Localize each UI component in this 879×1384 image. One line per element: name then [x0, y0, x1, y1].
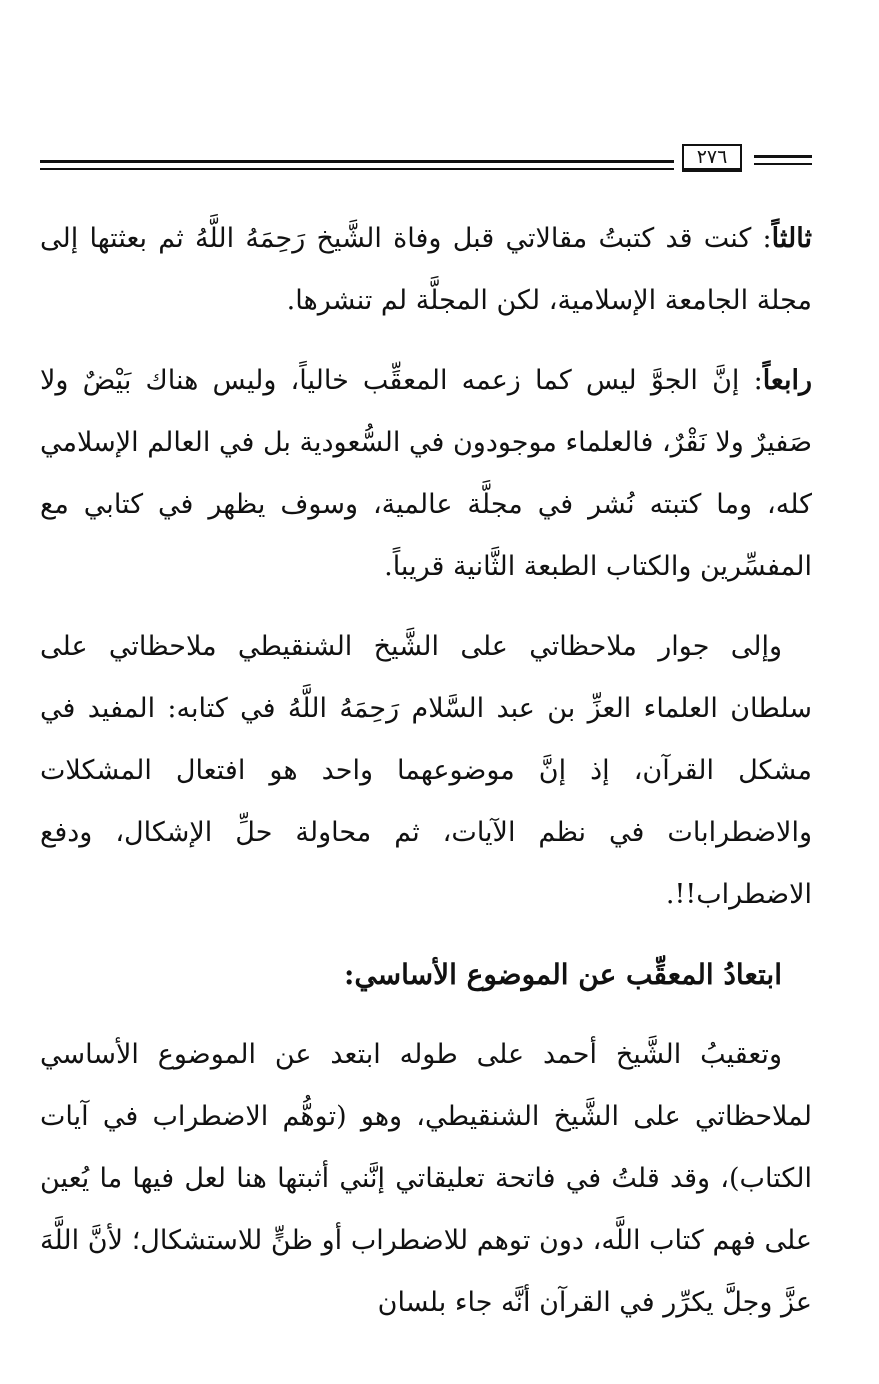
paragraph-lead: ثالثاً: [771, 223, 812, 254]
paragraph-fourth-point: [40, 350, 812, 598]
paragraph-izz-notes: وإلى جوار ملاحظاتي على الشَّيخ الشنقيطي ملاحظاتي على سلطان العلماء العزِّ بن عبد السَّلام رَحِمَهُ اللَّهُ في كتابه: المفيد في مشكل القرآن، إذ إنَّ موضوعهما واحد هو افتعال المشكلات والاضطرابات في نظم الآيات، ثم محاولة حلِّ الإشكال، ودفع الاضطراب!!.: [40, 631, 812, 910]
header-rule-short-top: [754, 155, 812, 158]
header-rule-short-bottom: [754, 163, 812, 165]
page-header: [40, 142, 812, 182]
paragraph-text: : كنت قد كتبتُ مقالاتي قبل وفاة الشَّيخ رَحِمَهُ اللَّهُ ثم بعثتها إلى مجلة الجامعة الإسلامية، لكن المجلَّة لم تنشرها.: [40, 223, 812, 316]
section-heading: ابتعادُ المعقِّب عن الموضوع الأساسي:: [344, 958, 782, 991]
header-rule-long-bottom: [40, 168, 674, 170]
paragraph-text: : إنَّ الجوَّ ليس كما زعمه المعقِّب خالياً، وليس هناك بَيْضٌ ولا صَفيرٌ ولا نَقْرٌ، فالعلماء موجودون في السُّعودية بل في العالم الإسلامي كله، وما كتبته نُشر في مجلَّة عالمية، وسوف يظهر في كتابي مع المفسِّرين والكتاب الطبعة الثَّانية قريباً.: [40, 365, 812, 582]
header-rule-long-top: [40, 160, 674, 163]
paragraph-final: وتعقيبُ الشَّيخ أحمد على طوله ابتعد عن الموضوع الأساسي لملاحظاتي على الشَّيخ الشنقيطي، وهو (توهُّم الاضطراب في آيات الكتاب)، وقد قلتُ في فاتحة تعليقاتي إنَّني أثبتها هنا لعل فيها ما يُعين على فهم كتاب اللَّه، دون توهم للاضطراب أو ظنٍّ للاستشكال؛ لأنَّ اللَّهَ عزَّ وجلَّ يكرِّر في القرآن أنَّه جاء بلسان: [40, 1039, 812, 1318]
page-number: ٢٧٦: [682, 144, 742, 172]
page-body: [40, 208, 812, 1352]
paragraph-lead: رابعاً: [762, 365, 812, 396]
paragraph-third-point: [40, 208, 812, 332]
